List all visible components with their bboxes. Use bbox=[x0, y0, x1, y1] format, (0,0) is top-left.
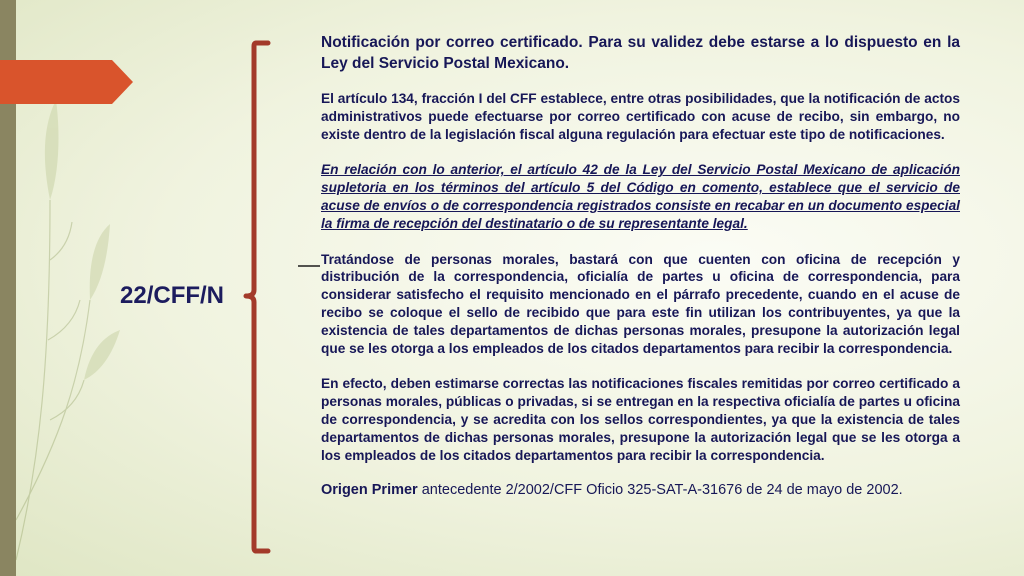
case-label: 22/CFF/N bbox=[120, 282, 225, 309]
origin-citation bbox=[321, 482, 960, 500]
origin-detail: antecedente 2/2002/CFF Oficio 325-SAT-A-31676 de 24 de mayo de 2002. bbox=[417, 482, 903, 499]
notice-text-block bbox=[321, 32, 960, 500]
paragraph-en-efecto: En efecto, deben estimarse correctas las notificaciones fiscales remitidas por correo certificado a personas morales, públicas o privadas, si se entregan en la respectiva oficialía de partes u oficina de correspondencia, y se acredita con los sellos correspondientes, ya que la existencia de tales departamentos de dichas personas morales, presupone la autorización legal que se les otorga a los empleados de los citados departamentos para recibir la correspondencia. bbox=[321, 376, 960, 463]
heading-paragraph: Notificación por correo certificado. Para su validez debe estarse a lo dispuesto en la Ley del Servicio Postal Mexicano. bbox=[321, 34, 960, 72]
paragraph-article-42: En relación con lo anterior, el artículo 42 de la Ley del Servicio Postal Mexicano de aplicación supletoria en los términos del artículo 5 del Código en comento, establece que el servicio de acuse de envíos o de correspondencia registrados consiste en recabar en un documento especial la firma de recepción del destinatario o de su representante legal. bbox=[321, 162, 960, 231]
arrow-accent-icon bbox=[0, 60, 133, 104]
origin-label: Origen Primer bbox=[321, 482, 418, 499]
paragraph-personas-morales: Tratándose de personas morales, bastará con que cuenten con oficina de recepción y distribución de la correspondencia, oficialía de partes u oficina de correspondencia, para considerar satisfecho el requisito mencionado en el párrafo precedente, cuando en el acuse de recibo se coloque el sello de recibido que para este fin utilizan los contribuyentes, ya que la existencia de tales departamentos de dichas personas morales, presupone la autorización legal que se les otorga a los empleados de los citados departamentos para recibir la correspondencia. bbox=[321, 251, 960, 356]
left-brace-bracket-icon bbox=[240, 40, 330, 556]
paragraph-article-134: El artículo 134, fracción I del CFF establece, entre otras posibilidades, que la notificación de actos administrativos puede efectuarse por correo certificado con acuse de recibo, sin embargo, no existe dentro de la legislación fiscal alguna regulación para efectuar este tipo de notificaciones. bbox=[321, 91, 960, 142]
